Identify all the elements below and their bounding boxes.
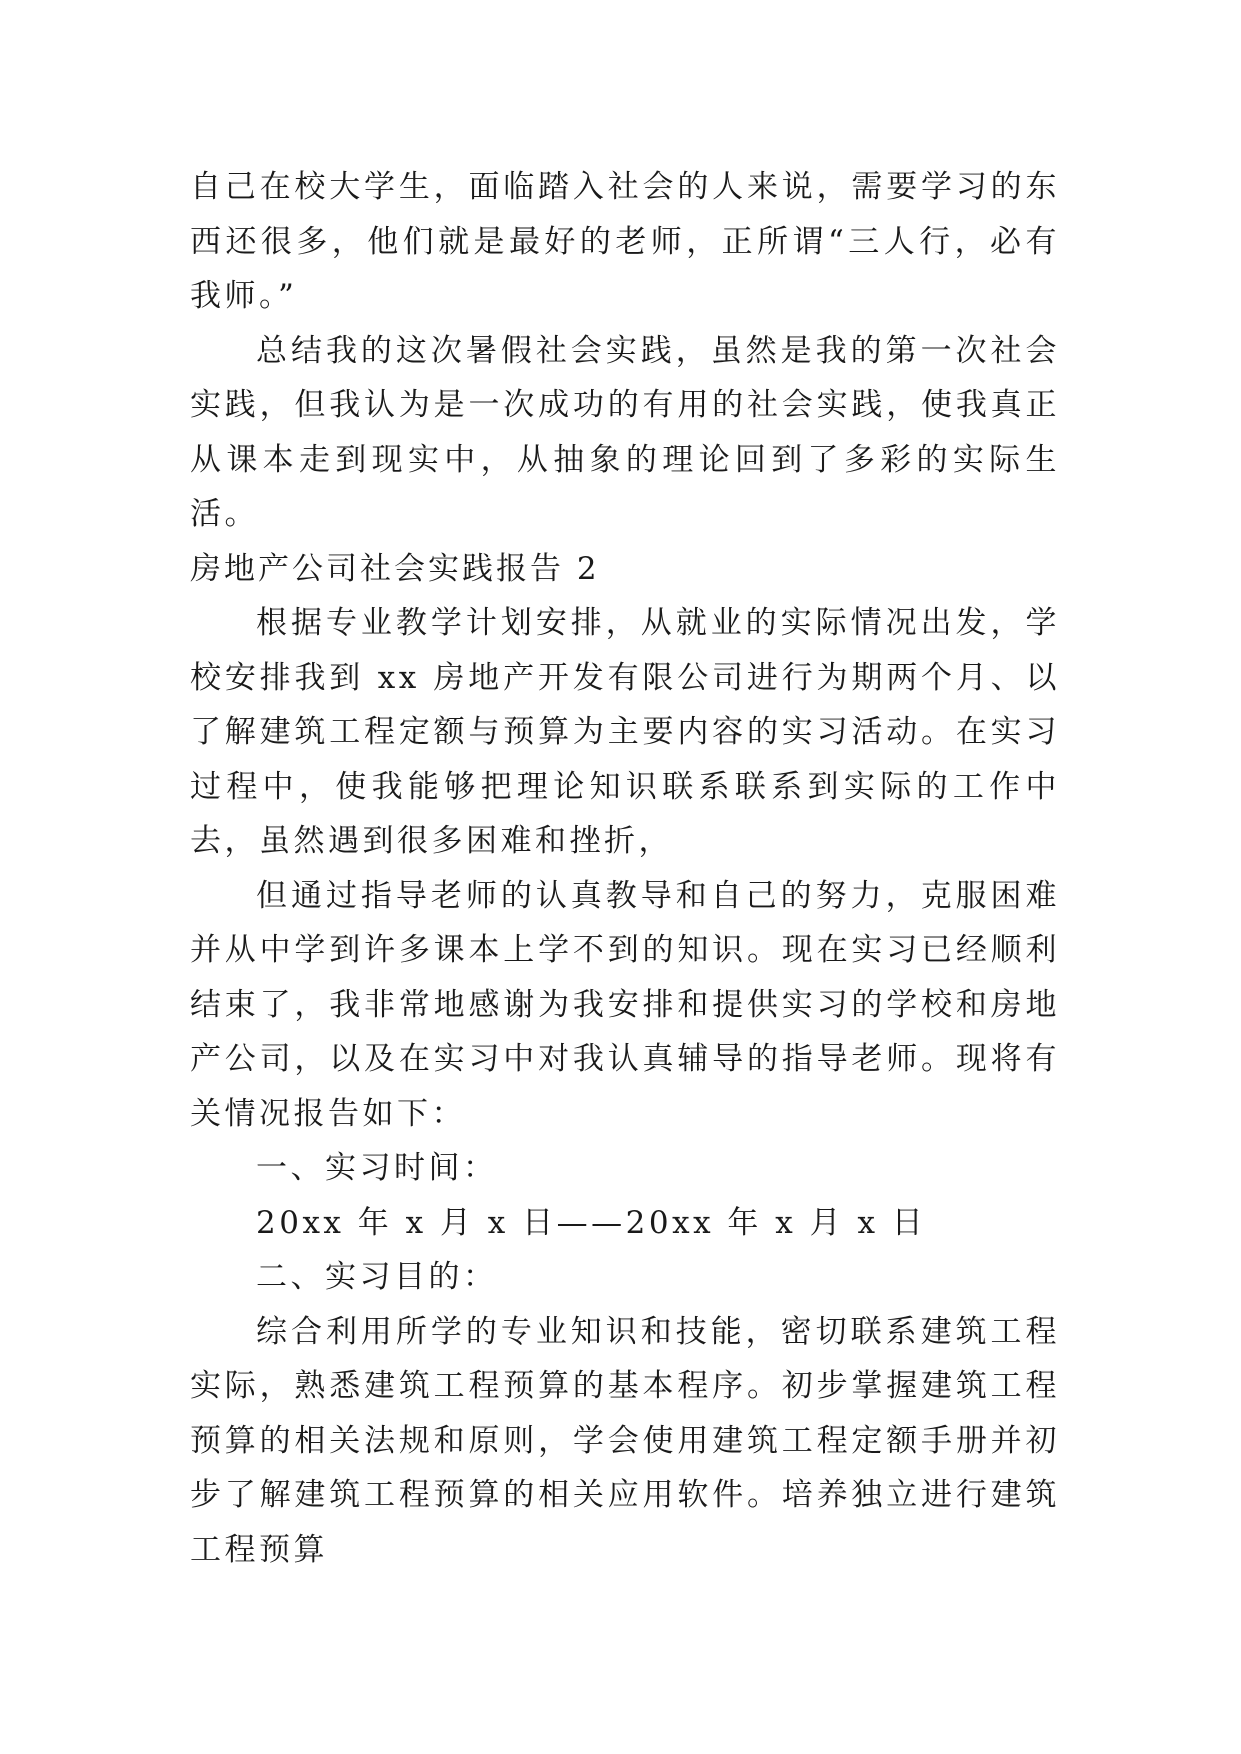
paragraph-3: 根据专业教学计划安排，从就业的实际情况出发，学校安排我到 xx 房地产开发有限公司进行为期两个月、以了解建筑工程定额与预算为主要内容的实习活动。在实习过程中，使我能够把理论知识联系联系到实际的工作中去，虽然遇到很多困难和挫折， — [190, 605, 1060, 859]
section-heading: 房地产公司社会实践报告 2 — [190, 550, 600, 587]
paragraph-1: 自己在校大学生，面临踏入社会的人来说，需要学习的东西还很多，他们就是最好的老师，正所谓“三人行，必有我师。” — [190, 169, 1060, 314]
subheading-internship-purpose: 二、实习目的： — [256, 1259, 498, 1295]
paragraph-4: 但通过指导老师的认真教导和自己的努力，克服困难并从中学到许多课本上学不到的知识。现在实习已经顺利结束了，我非常地感谢为我安排和提供实习的学校和房地产公司，以及在实习中对我认真辅导的指导老师。现将有关情况报告如下： — [190, 877, 1060, 1132]
internship-dates: 20xx 年 x 月 x 日——20xx 年 x 月 x 日 — [256, 1204, 927, 1241]
document-body — [190, 160, 1060, 1577]
subheading-internship-time: 一、实习时间： — [256, 1150, 498, 1186]
paragraph-2: 总结我的这次暑假社会实践，虽然是我的第一次社会实践，但我认为是一次成功的有用的社会实践，使我真正从课本走到现实中，从抽象的理论回到了多彩的实际生活。 — [190, 332, 1060, 532]
paragraph-5: 综合利用所学的专业知识和技能，密切联系建筑工程实际，熟悉建筑工程预算的基本程序。初步掌握建筑工程预算的相关法规和原则，学会使用建筑工程定额手册并初步了解建筑工程预算的相关应用软件。培养独立进行建筑工程预算 — [190, 1313, 1060, 1568]
